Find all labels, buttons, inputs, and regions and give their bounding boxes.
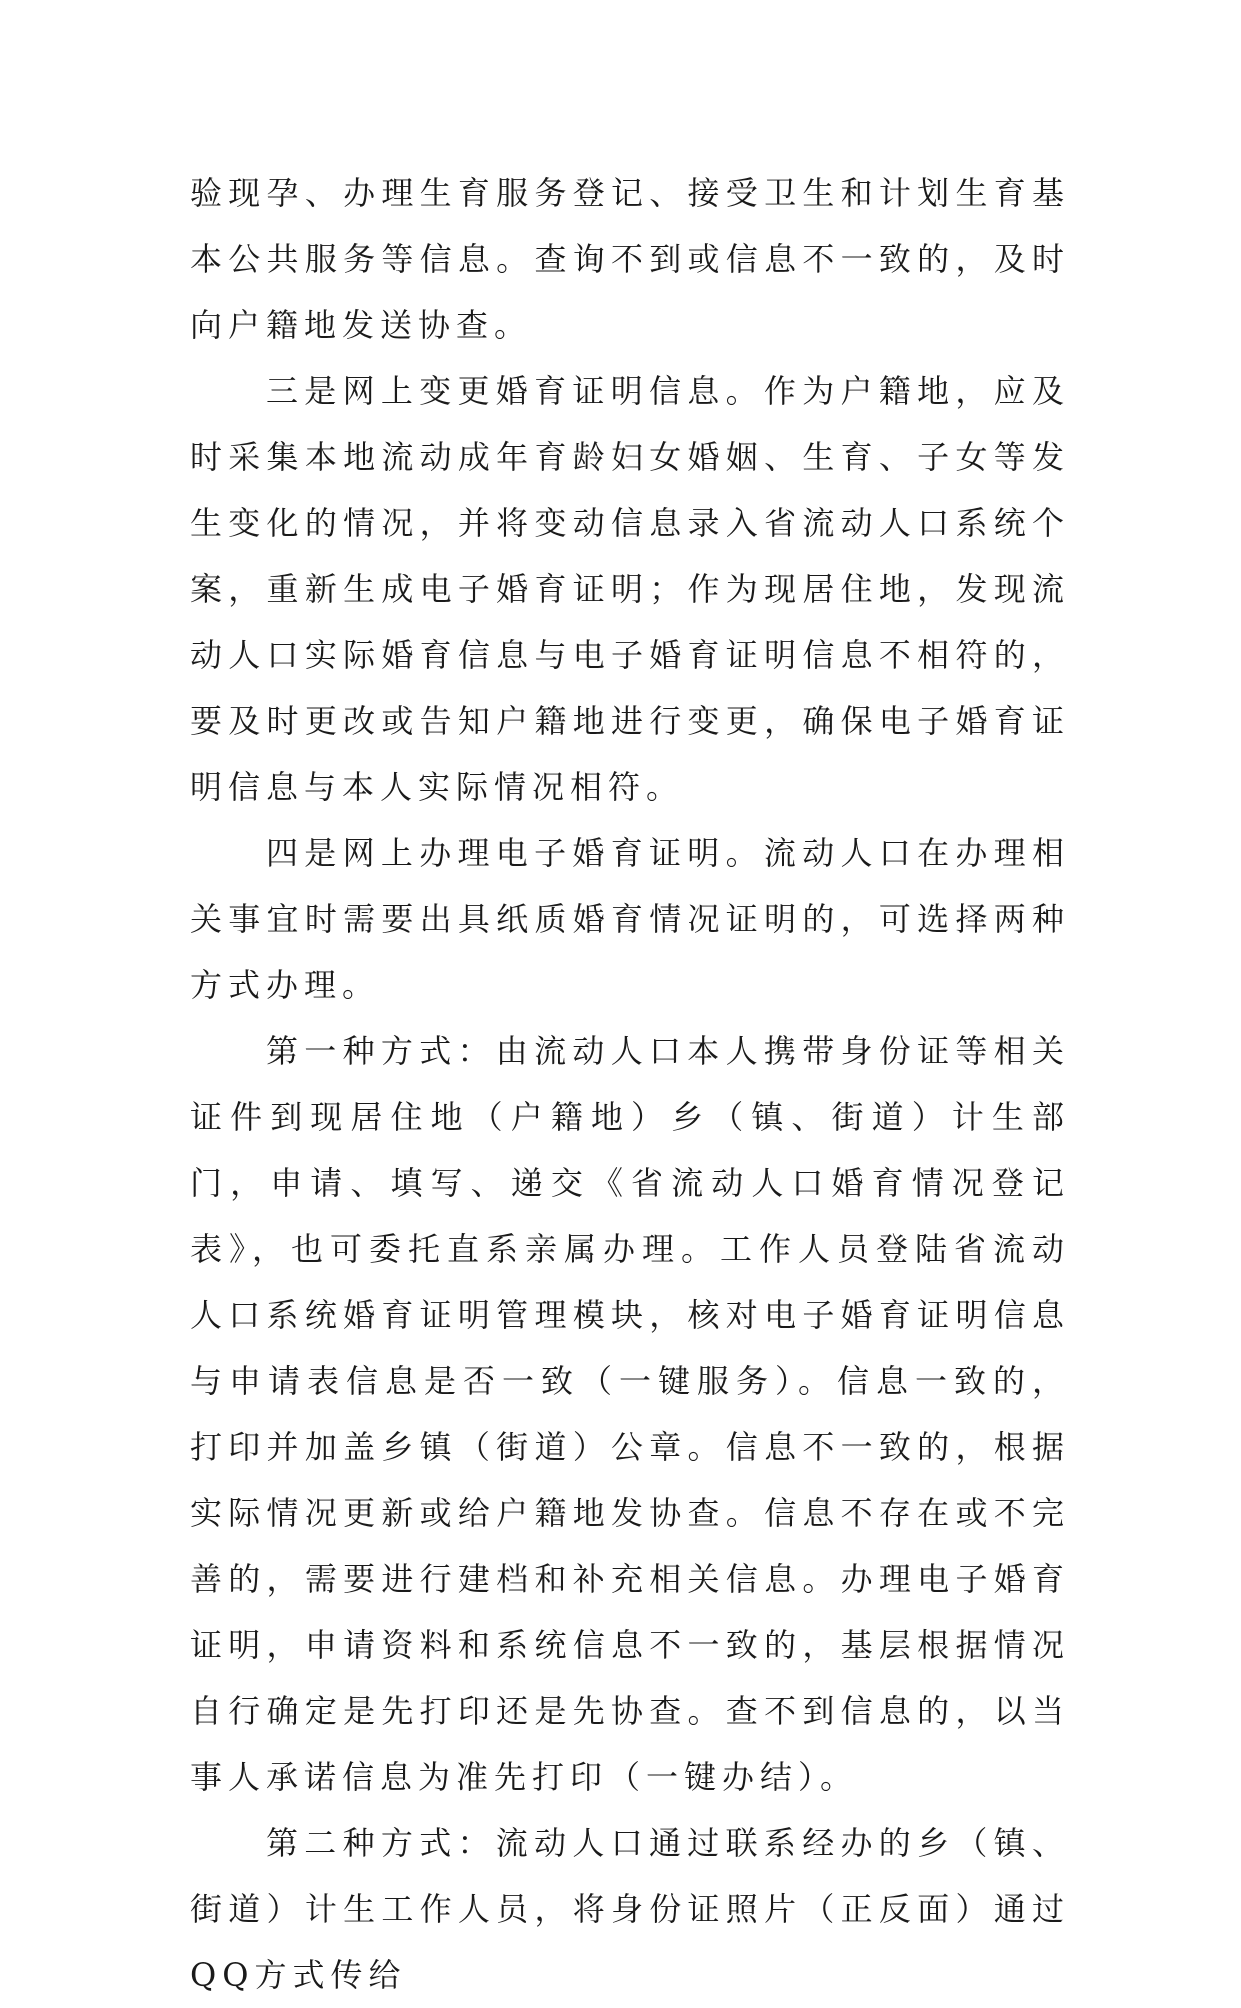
paragraph-continuation: 验现孕、办理生育服务登记、接受卫生和计划生育基本公共服务等信息。查询不到或信息不一致的，及时向户籍地发送协查。: [190, 174, 1070, 344]
paragraph-method-one: 第一种方式：由流动人口本人携带身份证等相关证件到现居住地（户籍地）乡（镇、街道）计生部门，申请、填写、递交《省流动人口婚育情况登记表》，也可委托直系亲属办理。工作人员登陆省流动人口系统婚育证明管理模块，核对电子婚育证明信息与申请表信息是否一致（一键服务）。信息一致的，打印并加盖乡镇（街道）公章。信息不一致的，根据实际情况更新或给户籍地发协查。信息不存在或不完善的，需要进行建档和补充相关信息。办理电子婚育证明，申请资料和系统信息不一致的，基层根据情况自行确定是先打印还是先协查。查不到信息的，以当事人承诺信息为准先打印（一键办结）。: [190, 1032, 1070, 1796]
paragraph-method-two: 第二种方式：流动人口通过联系经办的乡（镇、街道）计生工作人员，将身份证照片（正反面）通过QQ方式传给: [190, 1824, 1070, 1994]
document-body: [190, 160, 1070, 2008]
paragraph-change-certificate-info: 三是网上变更婚育证明信息。作为户籍地，应及时采集本地流动成年育龄妇女婚姻、生育、子女等发生变化的情况，并将变动信息录入省流动人口系统个案，重新生成电子婚育证明；作为现居住地，发现流动人口实际婚育信息与电子婚育证明信息不相符的，要及时更改或告知户籍地进行变更，确保电子婚育证明信息与本人实际情况相符。: [190, 372, 1070, 806]
paragraph-online-certificate: 四是网上办理电子婚育证明。流动人口在办理相关事宜时需要出具纸质婚育情况证明的，可选择两种方式办理。: [190, 834, 1070, 1004]
